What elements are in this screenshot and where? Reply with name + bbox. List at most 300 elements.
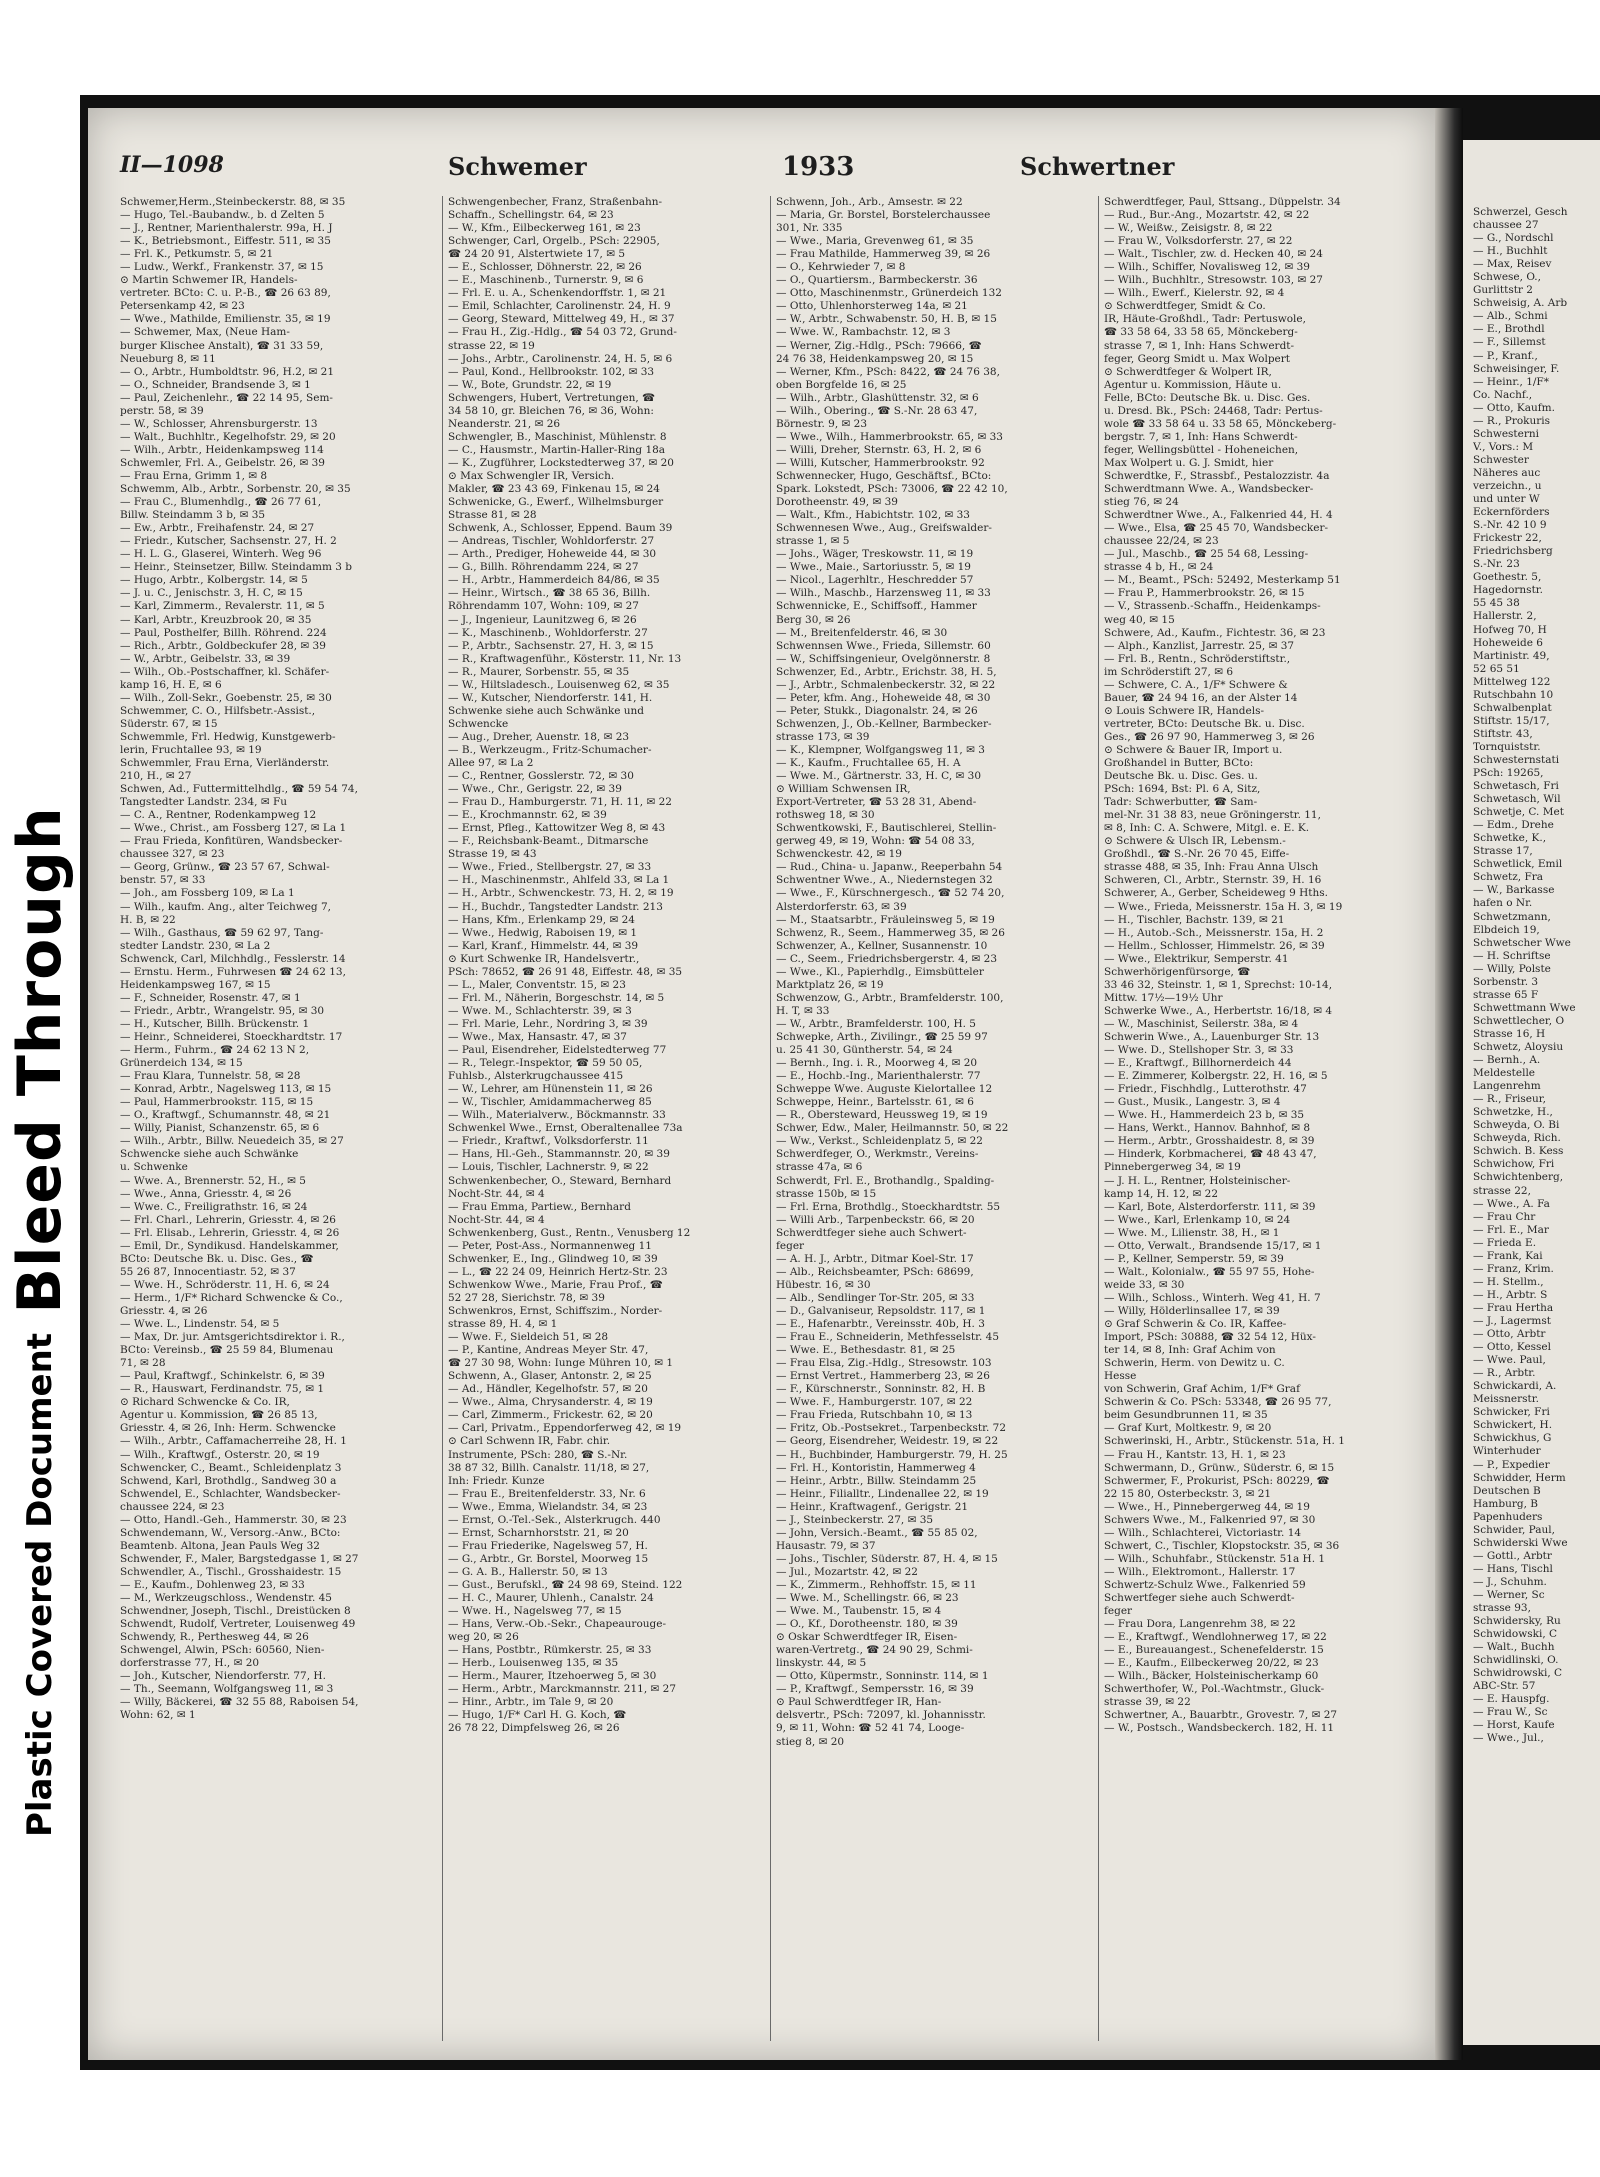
right-page-entry-line: — Otto, Arbtr [1473,1328,1546,1341]
directory-entry-line: Billw. Steindamm 3 b, ✉ 35 [120,509,266,522]
directory-entry-line: chaussee 327, ✉ 23 [120,848,225,861]
directory-entry-line: 301, Nr. 335 [776,222,843,235]
directory-entry-line: chaussee 224, ✉ 23 [120,1500,225,1513]
directory-entry-line: — A. H. J., Arbtr., Ditmar Koel-Str. 17 [776,1252,974,1265]
directory-entry-line: — E., Hochb.-Ing., Marienthalerstr. 77 [776,1070,981,1083]
directory-entry-line: strasse 7, ✉ 1, Inh: Hans Schwerdt- [1104,339,1295,352]
directory-entry-line: — Wwe. A., Brennerstr. 52, H., ✉ 5 [120,1174,306,1187]
directory-entry-line: ⊙ Kurt Schwenke IR, Handelsvertr., [448,952,640,965]
directory-entry-line: — Ew., Arbtr., Freihafenstr. 24, ✉ 27 [120,522,315,535]
directory-entry-line: Schwennesen Wwe., Aug., Greifswalder- [776,522,992,535]
directory-entry-line: ⊙ William Schwensen IR, [776,783,911,796]
directory-entry-line: bergstr. 7, ✉ 1, Inh: Hans Schwerdt- [1104,430,1298,443]
directory-entry-line: — Paul, Zeichenlehr., ☎ 22 14 95, Sem- [120,391,333,404]
directory-entry-line: IR, Häute-Großhdl., Tadr: Pertuswole, [1104,313,1306,326]
directory-entry-line: weg 20, ✉ 26 [448,1631,519,1644]
directory-entry-line: stieg 76, ✉ 24 [1104,496,1179,509]
directory-entry-line: Schwermann, D., Grünw., Süderstr. 6, ✉ 15 [1104,1461,1335,1474]
directory-entry-line: Tadr: Schwerbutter, ☎ Sam- [1104,796,1258,809]
directory-entry-line: — Wwe., Anna, Griesstr. 4, ✉ 26 [120,1187,292,1200]
directory-entry-line: Schwerinski, H., Arbtr., Stückenstr. 51a, H. 1 [1104,1435,1345,1448]
directory-entry-line: — Walt., Tischler, zw. d. Hecken 40, ✉ 24 [1104,248,1323,261]
directory-entry-line: — Wwe. F., Hamburgerstr. 107, ✉ 22 [776,1396,973,1409]
right-page-entry-line: Schwiderski Wwe [1473,1536,1568,1549]
directory-entry-line: — Max, Dr. jur. Amtsgerichtsdirektor i. R., [120,1331,345,1344]
directory-entry-line: — W., Lehrer, am Hünenstein 11, ✉ 26 [448,1083,653,1096]
directory-entry-line: — Frau D., Hamburgerstr. 71, H. 11, ✉ 22 [448,796,672,809]
directory-entry-line: kamp 16, H. E, ✉ 6 [120,678,222,691]
directory-entry-line: Neueburg 8, ✉ 11 [120,352,216,365]
directory-entry-line: — Frau Friederike, Nagelsweg 57, H. [448,1539,648,1552]
right-page-entry-line: Sorbenstr. 3 [1473,975,1539,988]
directory-entry-line: Strasse 19, ✉ 43 [448,848,537,861]
right-page-entry-line: — Horst, Kaufe [1473,1719,1555,1732]
directory-entry-line: ⊙ Graf Schwerin & Co. IR, Kaffee- [1104,1318,1287,1331]
right-page-entry-line: verzeichn., u [1473,479,1542,492]
right-page-entry-line: — Willy, Polste [1473,962,1551,975]
directory-entry-line: Schwenn, Joh., Arb., Amsestr. ✉ 22 [776,196,963,208]
directory-entry-line: — P., Arbtr., Sachsenstr. 27, H. 3, ✉ 15 [448,639,654,652]
directory-entry-line: — Wwe., Mathilde, Emilienstr. 35, ✉ 19 [120,313,331,326]
directory-entry-line: — Walt., Kfm., Habichtstr. 102, ✉ 33 [776,509,970,522]
directory-entry-line: — Karl, Zimmerm., Revalerstr. 11, ✉ 5 [120,600,325,613]
directory-entry-line: — K., Kaufm., Fruchtallee 65, H. A [776,757,961,770]
directory-entry-line: — Ludw., Werkf., Frankenstr. 37, ✉ 15 [120,261,324,274]
directory-entry-line: Schwemmle, Frl. Hedwig, Kunstgewerb- [120,730,336,743]
right-page-entry-line: Schwidlinski, O. [1473,1654,1559,1667]
directory-entry-line: ⊙ Carl Schwenn IR, Fabr. chir. [448,1435,611,1448]
directory-entry-line: Schwenck, Carl, Milchhdlg., Fesslerstr. 14 [120,952,346,965]
right-page-entry-line: Schweyda, Rich. [1473,1132,1561,1145]
right-page-entry-line: — Frieda E. [1473,1236,1537,1249]
directory-entry-line: — Johs., Wäger, Treskowstr. 11, ✉ 19 [776,548,974,561]
directory-entry-line: — Wwe. M., Lilienstr. 38, H., ✉ 1 [1104,1226,1280,1239]
directory-entry-line: — Frau Emma, Partiew., Bernhard [448,1200,631,1213]
right-page-entry-line: — J., Schuhm. [1473,1575,1547,1588]
directory-entry-line: Schwert, C., Tischler, Klopstockstr. 35, ✉ 36 [1104,1539,1340,1552]
directory-entry-line: — Ernst, Pfleg., Kattowitzer Weg 8, ✉ 43 [448,822,666,835]
directory-entry-line: Schwerer, A., Gerber, Scheideweg 9 Hths. [1104,887,1328,900]
directory-entry-line: Großhandel in Butter, BCto: [1104,757,1254,770]
right-page-entry-line: Schwetzke, H., [1473,1106,1553,1119]
directory-entry-line: — Wwe., Max, Hansastr. 47, ✉ 37 [448,1031,627,1043]
right-page-entry-line: Martinistr. 49, [1473,649,1550,662]
directory-entry-line: — W., Bote, Grundstr. 22, ✉ 19 [448,378,612,391]
directory-entry-line: — Werner, Zig.-Hdlg., PSch: 79666, ☎ [776,339,982,352]
directory-entry-line: — Wwe. W., Rambachstr. 12, ✉ 3 [776,326,951,339]
right-page-entry-line: — R., Prokuris [1473,414,1551,427]
right-page-entry-line: — Max, Reisev [1473,258,1552,271]
right-page-entry-line: Schweyda, O. Bi [1473,1119,1560,1132]
right-page-entry-line: Goethestr. 5, [1473,571,1542,584]
directory-entry-line: 210, H., ✉ 27 [120,770,192,783]
right-page-entry-line: — E. Hauspfg. [1473,1693,1550,1706]
directory-entry-line: — J., Rentner, Marienthalerstr. 99a, H. J [120,222,333,235]
directory-entry-line: — Wilh., Arbtr., Billw. Neuedeich 35, ✉ 27 [120,1135,344,1148]
right-page-entry-line: Schwetz, Fra [1473,871,1544,884]
directory-entry-line: — Wwe., Christ., am Fossberg 127, ✉ La 1 [120,822,347,835]
directory-entry-line: Schwemmer, C. O., Hilfsbetr.-Assist., [120,704,316,717]
directory-entry-line: — R., Hauswart, Ferdinandstr. 75, ✉ 1 [120,1383,325,1396]
directory-entry-line: BCto: Deutsche Bk. u. Disc. Ges., ☎ [120,1252,314,1265]
directory-entry-line: — J. u. C., Jenischstr. 3, H. C, ✉ 15 [120,587,303,600]
directory-entry-line: Griesstr. 4, ✉ 26, Inh: Herm. Schwencke [120,1422,336,1435]
right-page-entry-line: Winterhuder [1473,1445,1541,1458]
directory-entry-line: — E., Maschinenb., Turnerstr. 9, ✉ 6 [448,274,644,287]
directory-entry-line: — Wilh., Schuhfabr., Stückenstr. 51a H. 1 [1104,1552,1326,1565]
directory-entry-line: stieg 8, ✉ 20 [776,1735,845,1748]
directory-entry-line: — Heinr., Filialltr., Lindenallee 22, ✉ 19 [776,1487,989,1500]
directory-entry-line: Börnestr. 9, ✉ 23 [776,417,868,430]
directory-entry-line: strasse 173, ✉ 39 [776,730,870,743]
directory-entry-line: — Willy, Pianist, Schanzenstr. 65, ✉ 6 [120,1122,320,1135]
directory-entry-line: Beamtenb. Altona, Jean Pauls Weg 32 [120,1539,320,1552]
directory-entry-line: ⊙ Richard Schwencke & Co. IR, [120,1396,290,1409]
directory-entry-line: — R., Telegr.-Inspektor, ☎ 59 50 05, [448,1057,643,1070]
directory-entry-line: — Fritz, Ob.-Postsekret., Tarpenbeckstr. 72 [776,1422,1006,1435]
directory-entry-line: — John, Versich.-Beamt., ☎ 55 85 02, [776,1526,978,1539]
right-page-entry-line: Elbdeich 19, [1473,923,1540,936]
right-page-entry-line: S.-Nr. 23 [1473,558,1520,571]
right-page-entry-line: Schwetasch, Wil [1473,793,1561,806]
directory-entry-line: perstr. 58, ✉ 39 [120,404,204,417]
directory-entry-line: — B., Werkzeugm., Fritz-Schumacher- [448,743,652,756]
directory-entry-line: strasse 150b, ✉ 15 [776,1187,877,1200]
right-page-entry-line: — Alb., Schmi [1473,310,1548,323]
directory-entry-line: — W., Maschinist, Seilerstr. 38a, ✉ 4 [1104,1017,1299,1030]
directory-entry-line: Mittw. 17½—19½ Uhr [1104,991,1223,1004]
directory-entry-line: — E., Bureauangest., Schenefelderstr. 15 [1104,1644,1324,1657]
right-page-entry-line: 52 65 51 [1473,662,1520,675]
directory-entry-line: — Frl. Marie, Lehr., Nordring 3, ✉ 39 [448,1017,648,1030]
directory-entry-line: — Ww., Verkst., Schleidenplatz 5, ✉ 22 [776,1135,983,1148]
directory-entry-line: — O., Schneider, Brandsende 3, ✉ 1 [120,378,311,391]
directory-entry-line: Hübestr. 16, ✉ 30 [776,1278,871,1291]
directory-column-4 [1104,196,1408,2041]
right-page-entry-line: Co. Nachf., [1473,388,1533,401]
directory-entry-line: — Alph., Kanzlist, Jarrestr. 25, ✉ 37 [1104,639,1295,652]
directory-entry-line: — H., Arbtr., Hammerdeich 84/86, ✉ 35 [448,574,660,587]
right-page-entry-line: Strasse 17, [1473,845,1533,858]
directory-entry-line: — Hugo, Tel.-Baubandw., b. d Zelten 5 [120,209,325,222]
directory-entry-line: — Heinr., Wirtsch., ☎ 38 65 36, Billh. [448,587,651,600]
directory-entry-line: — G. A. B., Hallerstr. 50, ✉ 13 [448,1565,608,1578]
directory-entry-line: — Peter, Post-Ass., Normannenweg 11 [448,1239,652,1252]
directory-entry-line: Schwennecker, Hugo, Geschäftsf., BCto: [776,469,992,482]
right-page-entry-line: Schwichow, Fri [1473,1158,1555,1171]
right-page-entry-line: — Frau Chr [1473,1210,1536,1223]
directory-entry-line: — Hinderk, Korbmacherei, ☎ 48 43 47, [1104,1148,1317,1161]
directory-entry-line: Süderstr. 67, ✉ 15 [120,717,218,730]
directory-entry-line: — Wwe. H., Nagelsweg 77, ✉ 15 [448,1605,622,1618]
directory-entry-line: — Frau Frieda, Rutschbahn 10, ✉ 13 [776,1409,973,1422]
directory-entry-line: 71, ✉ 28 [120,1357,166,1370]
directory-entry-line: Schwers Wwe., M., Falkenried 97, ✉ 30 [1104,1513,1316,1526]
directory-entry-line: — Alb., Reichsbeamter, PSch: 68699, [776,1265,974,1278]
directory-entry-line: Schwer, Edw., Maler, Heilmannstr. 50, ✉ 22 [776,1122,1009,1135]
directory-entry-line: — Hans, Werkt., Hannov. Bahnhof, ✉ 8 [1104,1122,1311,1135]
directory-entry-line: H. B, ✉ 22 [120,913,176,926]
directory-entry-line: Makler, ☎ 23 43 69, Finkenau 15, ✉ 24 [448,483,660,496]
directory-entry-line: — Ernst Vertret., Hammerberg 23, ✉ 26 [776,1370,990,1383]
directory-entry-line: strasse 1, ✉ 5 [776,535,850,548]
directory-entry-line: — Schwemer, Max, (Neue Ham- [120,326,290,339]
directory-entry-line: stedter Landstr. 230, ✉ La 2 [120,939,271,952]
directory-entry-line: — W., Weißw., Zeisigstr. 8, ✉ 22 [1104,222,1273,235]
right-page-entry-line: — Franz, Krim. [1473,1262,1554,1275]
right-page-entry-line: Schwetz, Aloysiu [1473,1041,1564,1053]
directory-entry-line: u. Schwenke [120,1161,188,1174]
directory-entry-line: — O., Kraftwgf., Schumannstr. 48, ✉ 21 [120,1109,331,1122]
directory-entry-line: — Ernst, Scharnhorststr. 21, ✉ 20 [448,1526,629,1539]
directory-entry-line: ☎ 24 20 91, Alstertwiete 17, ✉ 5 [448,248,626,261]
directory-entry-line: Schwencke [448,717,509,730]
directory-entry-line: Schwerthofer, W., Pol.-Wachtmstr., Gluck- [1104,1683,1325,1696]
directory-entry-line: — Karl, Bote, Alsterdorferstr. 111, ✉ 39 [1104,1200,1316,1213]
directory-entry-line: — Heinr., Arbtr., Billw. Steindamm 25 [776,1474,977,1487]
directory-entry-line: — M., Breitenfelderstr. 46, ✉ 30 [776,626,948,639]
directory-entry-line: Schwenzow, G., Arbtr., Bramfelderstr. 100, [776,991,1004,1004]
directory-entry-line: — Jul., Maschb., ☎ 25 54 68, Lessing- [1104,548,1309,561]
directory-entry-line: — Herm., Arbtr., Marckmannstr. 211, ✉ 27 [448,1683,676,1696]
right-page-entry-line: Schwicker, Fri [1473,1406,1550,1419]
directory-entry-line: — Friedr., Kraftwf., Volksdorferstr. 11 [448,1135,649,1148]
directory-entry-line: Strasse 81, ✉ 28 [448,509,537,522]
directory-entry-line: waren-Vertretg., ☎ 24 90 29, Schmi- [776,1644,973,1657]
directory-entry-line: Agentur u. Kommission, ☎ 26 85 13, [120,1409,318,1422]
directory-entry-line: Schwertz-Schulz Wwe., Falkenried 59 [1104,1578,1306,1591]
header-year: 1933 [782,152,855,182]
directory-entry-line: — V., Strassenb.-Schaffn., Heidenkamps- [1104,600,1321,613]
right-page-entry-line: Frickestr 22, [1473,532,1542,545]
right-page-entry-line: strasse 93, [1473,1602,1531,1615]
directory-entry-line: ⊙ Max Schwengler IR, Versich. [448,469,615,482]
right-page-entry-line: Schwerzel, Gesch [1473,206,1568,218]
directory-entry-line: — Otto, Verwalt., Brandsende 15/17, ✉ 1 [1104,1239,1322,1252]
directory-entry-line: Grünerdeich 134, ✉ 15 [120,1057,243,1070]
directory-entry-line: — Frau P., Hammerbrookstr. 26, ✉ 15 [1104,587,1305,600]
directory-entry-line: — Willi, Dreher, Sternstr. 63, H. 2, ✉ 6 [776,443,982,456]
directory-entry-line: — Frau Elsa, Zig.-Hdlg., Stresowstr. 103 [776,1357,992,1370]
right-page-entry-line: strasse 65 F [1473,988,1539,1001]
directory-entry-line: Schwennicke, E., Schiffsoff., Hammer [776,600,977,613]
directory-entry-line: strasse 4 b, H., ✉ 24 [1104,561,1214,574]
directory-entry-line: — W., Kfm., Eilbeckerweg 161, ✉ 23 [448,222,641,235]
directory-entry-line: — D., Galvaniseur, Repsoldstr. 117, ✉ 1 [776,1304,986,1317]
directory-entry-line: Schwengel, Alwin, PSch: 60560, Nien- [120,1644,325,1657]
directory-entry-line: — Wwe., Wilh., Hammerbrookstr. 65, ✉ 33 [776,430,1003,443]
directory-entry-line: feger, Georg Smidt u. Max Wolpert [1104,352,1291,365]
directory-entry-line: Röhrendamm 107, Wohn: 109, ✉ 27 [448,600,639,613]
directory-entry-line: — Georg, Eisendreher, Weidestr. 19, ✉ 22 [776,1435,999,1448]
directory-entry-line: — Wwe. M., Schlachterstr. 39, ✉ 3 [448,1004,632,1017]
right-page-entry-line: — H., Buchhlt [1473,245,1548,258]
right-page-entry-line: Schwetke, K., [1473,832,1547,845]
directory-entry-line: 24 76 38, Heidenkampsweg 20, ✉ 15 [776,352,974,365]
directory-entry-line: — O., Kehrwieder 7, ✉ 8 [776,261,906,274]
directory-entry-line: BCto: Vereinsb., ☎ 25 59 84, Blumenau [120,1344,334,1357]
directory-entry-line: Schwenckestr. 42, ✉ 19 [776,848,902,861]
directory-entry-line: — W., Hiltsladesch., Louisenweg 62, ✉ 35 [448,678,670,691]
right-page-entry-line: Schwester [1473,453,1529,466]
directory-entry-line: — Emil, Dr., Syndikusd. Handelskammer, [120,1239,339,1252]
directory-entry-line: — Wwe., Karl, Erlenkamp 10, ✉ 24 [1104,1213,1291,1226]
directory-entry-line: 55 26 87, Innocentiastr. 52, ✉ 37 [120,1265,296,1278]
right-page [1463,140,1600,2045]
right-page-entry-line: Schwetscher Wwe [1473,936,1571,949]
directory-entry-line: Schwere, Ad., Kaufm., Fichtestr. 36, ✉ 23 [1104,626,1326,639]
directory-entry-line: — Schwere, C. A., 1/F* Schwere & [1104,678,1288,691]
directory-entry-line: — C., Hausmstr., Martin-Haller-Ring 18a [448,443,666,456]
directory-column-2 [448,196,752,2041]
directory-entry-line: — Wwe., Chr., Gerigstr. 22, ✉ 39 [448,783,622,796]
directory-entry-line: Schwemm, Alb., Arbtr., Sorbenstr. 20, ✉ 35 [120,483,351,496]
directory-entry-line: — Konrad, Arbtr., Nagelsweg 113, ✉ 15 [120,1083,332,1096]
directory-entry-line: delsvertr., PSch: 72097, kl. Johannisstr. [776,1709,986,1722]
directory-entry-line: Schwendt, Rudolf, Vertreter, Louisenweg 49 [120,1618,356,1631]
directory-entry-line: — L., ☎ 22 24 09, Heinrich Hertz-Str. 23 [448,1265,668,1278]
directory-entry-line: ⊙ Schwerdtfeger & Wolpert IR, [1104,365,1272,378]
directory-entry-line: — C., Rentner, Gosslerstr. 72, ✉ 30 [448,770,634,783]
directory-entry-line: — E., Kraftwgf., Billhornerdeich 44 [1104,1057,1292,1070]
right-page-entry-line: — H. Stellm., [1473,1275,1544,1288]
directory-entry-line: — Graf Kurt, Moltkestr. 9, ✉ 20 [1104,1422,1272,1435]
directory-entry-line: — Wilh., kaufm. Ang., alter Teichweg 7, [120,900,332,913]
directory-entry-line: — Gust., Musik., Langestr. 3, ✉ 4 [1104,1096,1281,1109]
directory-entry-line: Export-Vertreter, ☎ 53 28 31, Abend- [776,796,977,809]
directory-entry-line: — E., Kaufm., Eilbeckerweg 20/22, ✉ 23 [1104,1657,1319,1670]
directory-entry-line: — Heinr., Kraftwagenf., Gerigstr. 21 [776,1500,969,1513]
directory-entry-line: — Th., Seemann, Wolfgangsweg 11, ✉ 3 [120,1683,334,1696]
right-page-entry-line: — Heinr., 1/F* [1473,375,1549,388]
directory-entry-line: — K., Maschinenb., Wohldorferstr. 27 [448,626,648,639]
directory-entry-line: Schwenke siehe auch Schwänke und [448,704,644,717]
right-page-entry-line: PSch: 19265, [1473,767,1544,780]
directory-entry-line: — F., Reichsbank-Beamt., Ditmarsche [448,835,649,848]
directory-entry-line: gerweg 49, ✉ 19, Wohn: ☎ 54 08 33, [776,835,975,848]
directory-entry-line: 9, ✉ 11, Wohn: ☎ 52 41 74, Looge- [776,1722,965,1735]
right-page-entry-line: Tornquiststr. [1473,740,1541,753]
directory-entry-line: — Wwe. M., Schellingstr. 66, ✉ 23 [776,1592,959,1605]
right-page-entry-line: — G., Nordschl [1473,232,1554,245]
directory-entry-line: — Wilh., Bäcker, Holsteinischerkamp 60 [1104,1670,1319,1683]
directory-entry-line: — H., Buchdr., Tangstedter Landstr. 213 [448,900,663,913]
directory-entry-line: — Joh., Kutscher, Niendorferstr. 77, H. [120,1670,326,1683]
directory-entry-line: Spark. Lokstedt, PSch: 73006, ☎ 22 42 10, [776,483,1008,496]
plastic-covered-label: Plastic Covered Document [20,1332,60,1838]
directory-entry-line: — Wilh., Obering., ☎ S.-Nr. 28 63 47, [776,404,978,417]
directory-entry-line: — Wilh., Ewerf., Kielerstr. 92, ✉ 4 [1104,287,1285,300]
right-page-entry-line: Schwidrowski, C [1473,1667,1563,1680]
directory-entry-line: Schwemer,Herm.,Steinbeckerstr. 88, ✉ 35 [120,196,346,208]
directory-entry-line: — Herm., Fuhrm., ☎ 24 62 13 N 2, [120,1044,310,1057]
directory-entry-line: Schwerin & Co. PSch: 53348, ☎ 26 95 77, [1104,1396,1332,1409]
right-page-entry-line: Schwetlick, Emil [1473,858,1563,871]
directory-entry-line: — Wwe. M., Gärtnerstr. 33, H. C, ✉ 30 [776,770,982,783]
directory-entry-line: Schwen, Ad., Futtermittelhdlg., ☎ 59 54 74, [120,783,358,796]
directory-entry-line: — Wilh., Gasthaus, ☎ 59 62 97, Tang- [120,926,324,939]
directory-entry-line: — Otto, Küpermstr., Sonninstr. 114, ✉ 1 [776,1670,989,1683]
directory-entry-line: — Frau C., Blumenhdlg., ☎ 26 77 61, [120,496,322,509]
directory-entry-line: — K., Klempner, Wolfgangsweg 11, ✉ 3 [776,743,985,756]
directory-entry-line: — E. Zimmerer, Kolbergstr. 22, H. 16, ✉ 5 [1104,1070,1328,1083]
directory-entry-line: ⊙ Martin Schwemer IR, Handels- [120,274,298,287]
directory-entry-line: — Wilh., Schlachterei, Victoriastr. 14 [1104,1526,1302,1539]
directory-entry-line: Schwendel, E., Schlachter, Wandsbecker- [120,1487,341,1500]
directory-entry-line: — Wwe. M., Taubenstr. 15, ✉ 4 [776,1605,942,1618]
right-page-entry-line: Schwese, O., [1473,271,1541,284]
directory-entry-line: Inh: Friedr. Kunze [448,1474,545,1487]
directory-entry-line: Schwemmler, Frau Erna, Vierländerstr. [120,757,330,770]
right-page-entry-line: Hofweg 70, H [1473,623,1547,636]
directory-entry-line: — H., Arbtr., Schwenckestr. 73, H. 2, ✉ 19 [448,887,674,900]
directory-entry-line: — Wilh., Arbtr., Heidenkampsweg 114 [120,443,324,456]
directory-entry-line: Schwepke, Arth., Zivilingr., ☎ 25 59 97 [776,1031,988,1043]
directory-entry-line: — E., Kaufm., Dohlenweg 23, ✉ 33 [120,1578,305,1591]
right-page-entry-line: Meldestelle [1473,1067,1536,1080]
right-page-entry-line: S.-Nr. 42 10 9 [1473,519,1547,532]
directory-entry-line: Fuhlsb., Alsterkrugchaussee 415 [448,1070,624,1083]
directory-entry-line: im Schröderstift 27, ✉ 6 [1104,665,1234,678]
directory-entry-line: — Aug., Dreher, Auenstr. 18, ✉ 23 [448,730,630,743]
directory-entry-line: Marktplatz 26, ✉ 19 [776,978,884,991]
directory-entry-line: ☎ 33 58 64, 33 58 65, Mönckeberg- [1104,326,1298,339]
right-page-entry-line: chaussee 27 [1473,219,1539,232]
page-header [120,148,1395,188]
directory-entry-line: — P., Kraftwgf., Sempersstr. 16, ✉ 39 [776,1683,974,1696]
directory-entry-line: ter 14, ✉ 8, Inh: Graf Achim von [1104,1344,1276,1357]
directory-entry-line: — Joh., am Fossberg 109, ✉ La 1 [120,887,295,900]
directory-entry-line: — Friedr., Fischhdlg., Lutterothstr. 47 [1104,1083,1307,1096]
right-page-entry-line: Mittelweg 122 [1473,675,1551,688]
directory-entry-line: vertreter. BCto: C. u. P.-B., ☎ 26 63 89, [120,287,331,300]
right-page-entry-line: Schwalbenplat [1473,701,1552,714]
right-page-entry-line: — R., Friseur, [1473,1093,1546,1106]
directory-entry-line: dorferstrasse 77, H., ✉ 20 [120,1657,260,1670]
directory-entry-line: Schwendy, R., Perthesweg 44, ✉ 26 [120,1631,309,1644]
directory-entry-line: — Rud., Bur.-Ang., Mozartstr. 42, ✉ 22 [1104,209,1310,222]
right-page-entry-line: — Walt., Buchh [1473,1641,1555,1654]
right-page-entry-line: — Wwe. Paul, [1473,1354,1546,1367]
directory-entry-line: Hausastr. 79, ✉ 37 [776,1539,876,1552]
directory-entry-line: Hesse [1104,1370,1137,1383]
directory-entry-line: Schwerin, Herm. von Dewitz u. C. [1104,1357,1285,1370]
directory-entry-line: — Emil, Schlachter, Carolinenstr. 24, H. 9 [448,300,671,313]
directory-entry-line: ⊙ Oskar Schwerdtfeger IR, Eisen- [776,1631,958,1644]
directory-entry-line: — P., Kantine, Andreas Meyer Str. 47, [448,1344,649,1357]
directory-entry-line: Allee 97, ✉ La 2 [448,757,534,770]
directory-entry-line: 22 15 80, Osterbeckstr. 3, ✉ 21 [1104,1487,1272,1500]
directory-entry-line: H. T, ✉ 33 [776,1004,830,1017]
right-page-column [1473,206,1600,1746]
directory-entry-line: Schwencke siehe auch Schwänke [120,1148,299,1161]
right-page-entry-line: — Frau W., Sc [1473,1706,1548,1719]
directory-entry-line: — Heinr., Steinsetzer, Billw. Steindamm 3 b [120,561,352,574]
directory-entry-line: — Johs., Tischler, Süderstr. 87, H. 4, ✉ 15 [776,1552,998,1565]
right-page-entry-line: Schwetje, C. Met [1473,806,1564,819]
directory-entry-line: Tangstedter Landstr. 234, ✉ Fu [120,796,288,809]
directory-entry-line: — Peter, kfm. Ang., Hoheweide 48, ✉ 30 [776,691,991,704]
directory-entry-line: burger Klischee Anstalt), ☎ 31 33 59, [120,339,324,352]
directory-entry-line: Schwermer, F., Prokurist, PSch: 80229, ☎ [1104,1474,1330,1487]
directory-entry-line: — Paul, Kond., Hellbrookstr. 102, ✉ 33 [448,365,655,378]
directory-entry-line: — W., Schlosser, Ahrensburgerstr. 13 [120,417,318,430]
right-page-entry-line: — P., Expedier [1473,1458,1550,1471]
directory-entry-line: — Georg, Grünw., ☎ 23 57 67, Schwal- [120,861,330,874]
directory-entry-line: lerin, Fruchtallee 93, ✉ 19 [120,743,262,756]
sidebar [0,0,80,2177]
right-page-entry-line: Schwider, Paul, [1473,1523,1555,1536]
